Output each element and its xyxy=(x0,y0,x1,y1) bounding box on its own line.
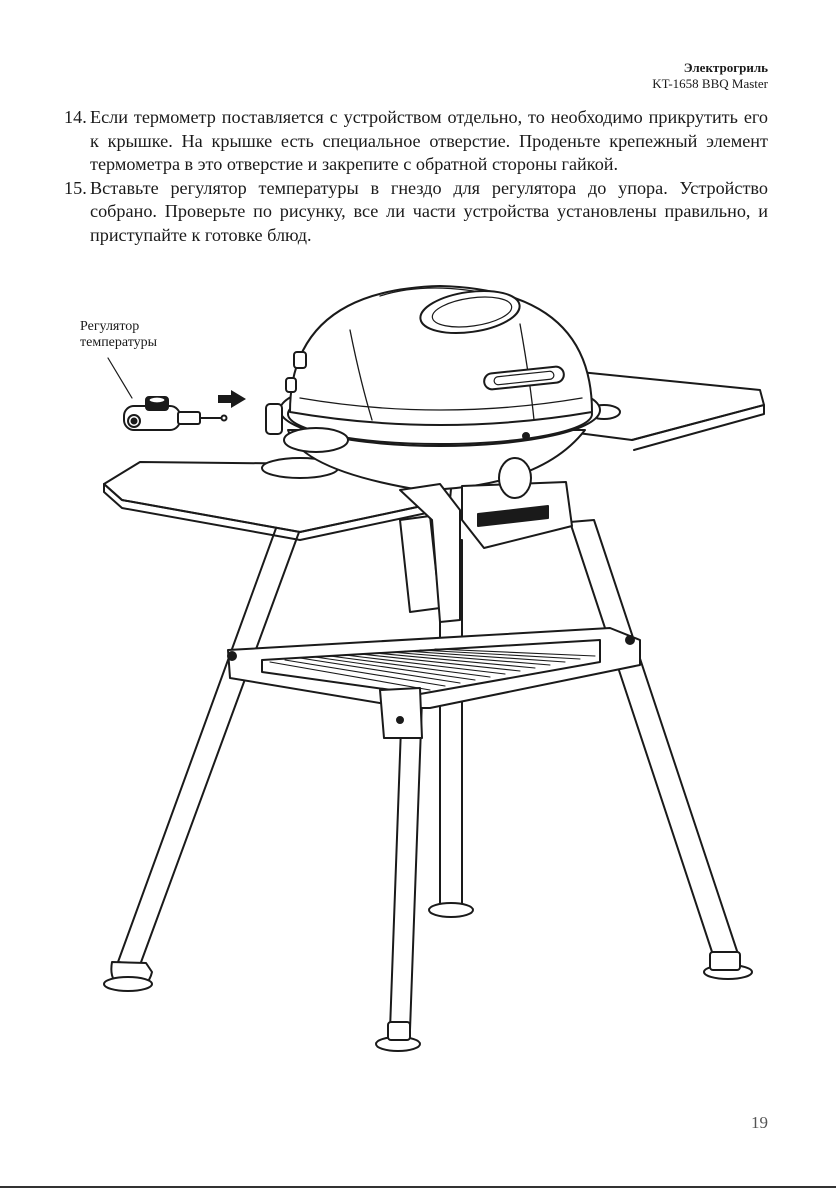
grill-legs xyxy=(104,516,752,1051)
step-text: Вставьте регулятор температуры в гнездо для регулятора до упора. Устройство собрано. Проверьте по рисунку, все ли части устройства установлены правильно, и приступайте к готовке блюд. xyxy=(90,177,768,245)
temperature-regulator-icon xyxy=(124,397,227,430)
label-leader-line xyxy=(108,358,132,398)
step-text: Если термометр поставляется с устройством отдельно, то необходимо прикрутить его к крышке. На крышке есть специальное отверстие. Проденьте крепежный элемент термометра в это отверстие и закрепите с обратной стороны гайкой. xyxy=(90,107,768,175)
lower-shelf-rack xyxy=(228,628,640,738)
header-title: Электрогриль xyxy=(683,60,768,75)
step-number: 14. xyxy=(64,107,87,127)
regulator-label-line1: Регулятор xyxy=(80,319,140,334)
bottom-divider xyxy=(0,1186,836,1188)
regulator-label-line2: температуры xyxy=(80,335,158,350)
insert-arrow-icon xyxy=(218,390,246,408)
page-number: 19 xyxy=(751,1113,768,1132)
step-number: 15. xyxy=(64,177,87,198)
grill-lid xyxy=(286,285,592,425)
header-model: KT-1658 BBQ Master xyxy=(652,76,768,91)
